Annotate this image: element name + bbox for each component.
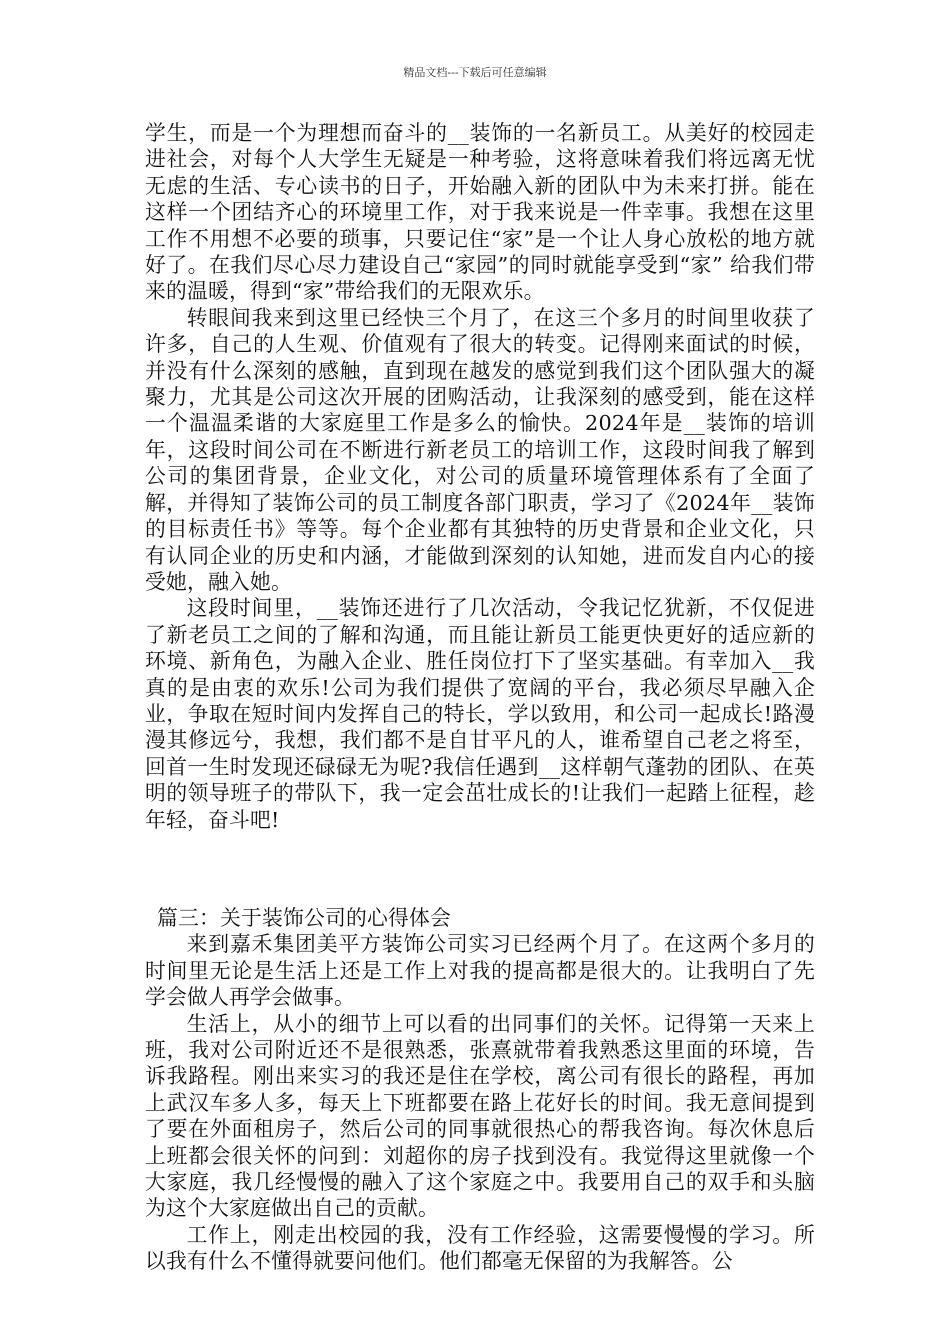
page-header: 精品文档---下载后可任意编辑 bbox=[403, 66, 547, 79]
document-body bbox=[145, 120, 815, 1275]
paragraph: 这段时间里，__装饰还进行了几次活动，令我记忆犹新，不仅促进了新老员工之间的了解和沟通，而且能让新员工能更快更好的适应新的环境、新角色，为融入企业、胜任岗位打下了坚实基础。有幸加入__我真的是由衷的欢乐!公司为我们提供了宽阔的平台，我必须尽早融入企业，争取在短时间内发挥自己的特长，学以致用，和公司一起成长!路漫漫其修远兮，我想，我们都不是自甘平凡的人，谁希望自己老之将至，回首一生时发现还碌碌无为呢?我信任遇到__这样朝气蓬勃的团队、在英明的领导班子的带队下，我一定会茁壮成长的!让我们一起踏上征程，趁年轻，奋斗吧! bbox=[145, 596, 815, 832]
paragraph: 工作上，刚走出校园的我，没有工作经验，这需要慢慢的学习。所以我有什么不懂得就要问他们。他们都毫无保留的为我解答。公 bbox=[145, 1222, 815, 1274]
paragraph: 转眼间我来到这里已经快三个月了，在这三个多月的时间里收获了许多，自己的人生观、价值观有了很大的转变。记得刚来面试的时候，并没有什么深刻的感触，直到现在越发的感觉到我们这个团队强大的凝聚力，尤其是公司这次开展的团购活动，让我深刻的感受到，能在这样一个温温柔谐的大家庭里工作是多么的愉快。2024年是__装饰的培训年，这段时间公司在不断进行新老员工的培训工作，这段时间我了解到公司的集团背景，企业文化，对公司的质量环境管理体系有了全面了解，并得知了装饰公司的员工制度各部门职责，学习了《2024年__装饰的目标责任书》等等。每个企业都有其独特的历史背景和企业文化，只有认同企业的历史和内涵，才能做到深刻的认知她，进而发自内心的接受她，融入她。 bbox=[145, 305, 815, 594]
paragraph-continuation: 学生，而是一个为理想而奋斗的__装饰的一名新员工。从美好的校园走进社会，对每个人大学生无疑是一种考验，这将意味着我们将远离无忧无虑的生活、专心读书的日子，开始融入新的团队中为未来打拼。能在这样一个团结齐心的环境里工作，对于我来说是一件幸事。我想在这里工作不用想不必要的琐事，只要记住“家”是一个让人身心放松的地方就好了。在我们尽心尽力建设自己“家园”的同时就能享受到“家” 给我们带来的温暖，得到“家”带给我们的无限欢乐。 bbox=[145, 121, 815, 304]
section-title: 篇三：关于装饰公司的心得体会 bbox=[157, 905, 451, 930]
section-gap bbox=[145, 833, 815, 905]
paragraph: 来到嘉禾集团美平方装饰公司实习已经两个月了。在这两个多月的时间里无论是生活上还是工作上对我的提高都是很大的。让我明白了先学会做人再学会做事。 bbox=[145, 932, 815, 1010]
paragraph: 生活上，从小的细节上可以看的出同事们的关怀。记得第一天来上班，我对公司附近还不是很熟悉，张熹就带着我熟悉这里面的环境，告诉我路程。刚出来实习的我还是住在学校，离公司有很长的路程，再加上武汉车多人多，每天上下班都要在路上花好长的时间。我无意间提到了要在外面租房子，然后公司的同事就很热心的帮我咨询。每次休息后上班都会很关怀的问到：刘超你的房子找到没有。我觉得这里就像一个大家庭，我几经慢慢的融入了这个家庭之中。我要用自己的双手和头脑为这个大家庭做出自己的贡献。 bbox=[145, 1011, 815, 1221]
